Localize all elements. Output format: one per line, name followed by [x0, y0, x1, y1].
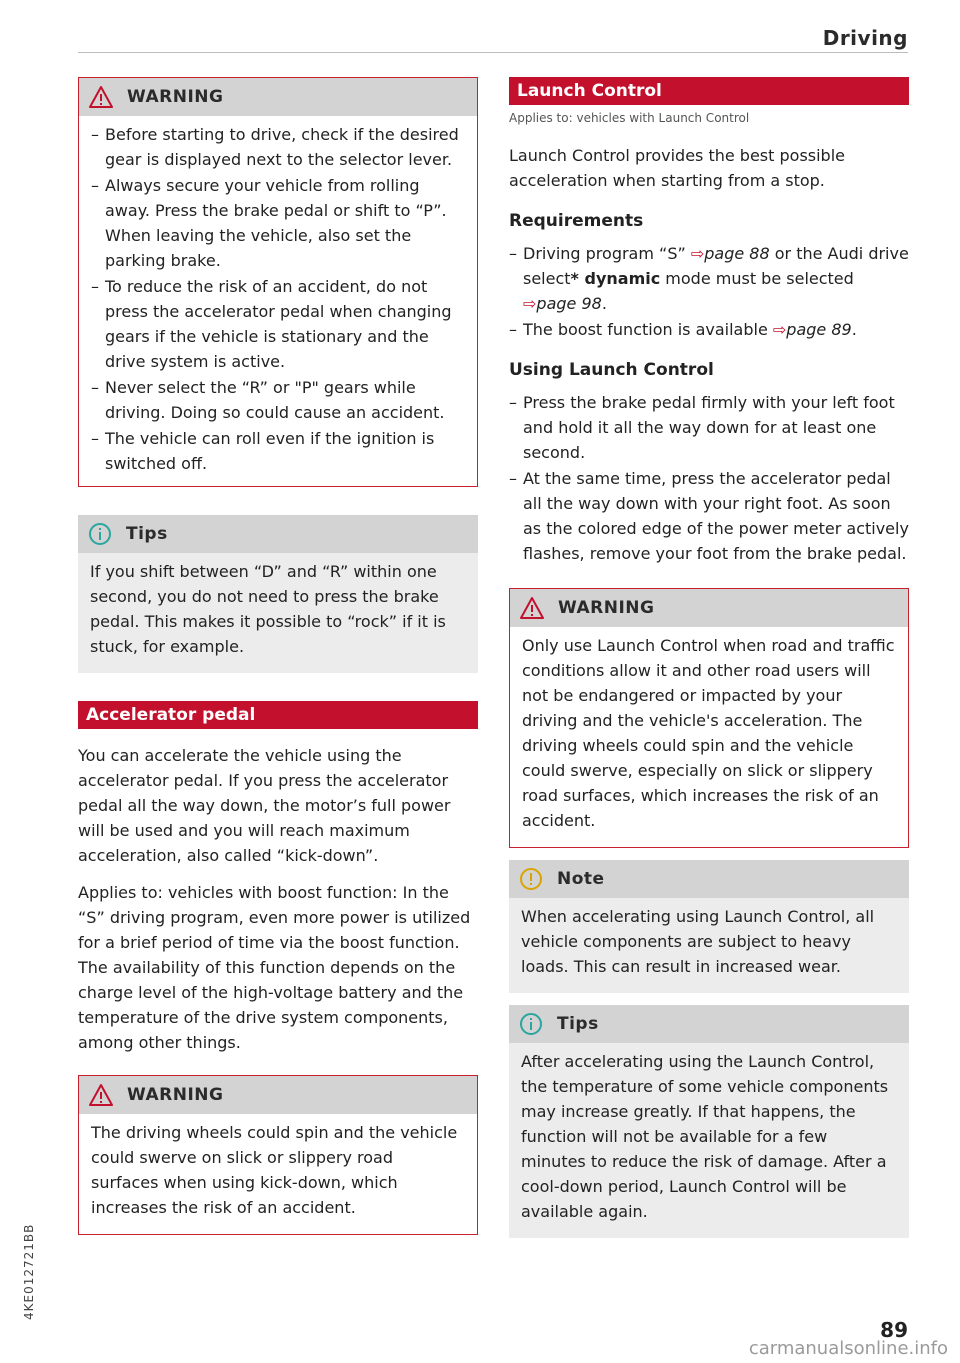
- note-title: Note: [557, 869, 605, 889]
- list-item: – The boost function is available ⇨page 89.: [509, 317, 909, 342]
- warning-header: [79, 1076, 477, 1114]
- warning-box-launch: [509, 588, 909, 848]
- using-launch-control-heading: Using Launch Control: [509, 360, 714, 380]
- warning-box-kickdown: [78, 1075, 478, 1235]
- list-item: – Always secure your vehicle from rolling away. Press the brake pedal or shift to “P”. When leaving the vehicle, also set the parking brake.: [91, 173, 465, 273]
- warning-title: WARNING: [558, 598, 655, 618]
- warning-title: WARNING: [127, 1085, 224, 1105]
- list-item: – At the same time, press the accelerator pedal all the way down with your right foot. As soon as the colored edge of the power meter actively flashes, remove your foot from the brake pedal.: [509, 466, 909, 566]
- header-title: Driving: [822, 26, 908, 50]
- warning-text: The driving wheels could spin and the vehicle could swerve on slick or slippery road surfaces when using kick-down, which increases the risk of an accident.: [91, 1123, 458, 1217]
- left-column: [78, 77, 478, 1263]
- accelerator-paragraph: You can accelerate the vehicle using the accelerator pedal. If you press the accelerator pedal all the way down, the motor’s full power will be used and you will reach maximum acceleration, also called “kick-down”.: [78, 746, 451, 865]
- section-title-launch-control: Launch Control: [509, 77, 909, 105]
- list-item: – Press the brake pedal firmly with your left foot and hold it all the way down for at least one second.: [509, 390, 909, 465]
- warning-box-gears: [78, 77, 478, 487]
- warning-header: [79, 78, 477, 116]
- page-ref-arrow-icon: ⇨: [772, 320, 787, 339]
- warning-list: [91, 122, 465, 476]
- watermark: carmanualsonline.info: [748, 1338, 948, 1359]
- page-ref-link[interactable]: page 89: [786, 320, 852, 339]
- page-ref-link[interactable]: page 88: [704, 244, 770, 263]
- tips-text: After accelerating using the Launch Control, the temperature of some vehicle components may increase greatly. If that happens, the function will not be available for a few minutes to reduce the risk of damage. After a cool-down period, Launch Control will be available again.: [521, 1052, 889, 1221]
- info-circle-icon: [88, 522, 112, 546]
- page-number: 89: [880, 1318, 908, 1342]
- list-item: – To reduce the risk of an accident, do not press the accelerator pedal when changing gears if the vehicle is stationary and the drive system is active.: [91, 274, 465, 374]
- tips-box-rock: [78, 515, 478, 673]
- header-divider: [78, 52, 908, 53]
- info-circle-icon: [519, 1012, 543, 1036]
- note-header: [509, 860, 909, 898]
- tips-text: If you shift between “D” and “R” within one second, you do not need to press the brake pedal. This makes it possible to “rock” if it is stuck, for example.: [90, 562, 446, 656]
- right-column: [509, 77, 909, 1266]
- list-item: – Never select the “R” or "P" gears while driving. Doing so could cause an accident.: [91, 375, 465, 425]
- tips-title: Tips: [557, 1014, 599, 1034]
- applies-to: Applies to: vehicles with Launch Control: [509, 111, 750, 125]
- note-text: When accelerating using Launch Control, all vehicle components are subject to heavy loads. This can result in increased wear.: [521, 907, 875, 976]
- tips-header: [509, 1005, 909, 1043]
- launch-intro: Launch Control provides the best possible acceleration when starting from a stop.: [509, 146, 845, 190]
- warning-header: [510, 589, 908, 627]
- tips-header: [78, 515, 478, 553]
- page-ref-arrow-icon: ⇨: [523, 294, 537, 313]
- warning-text: Only use Launch Control when road and traffic conditions allow it and other road users will not be endangered or impacted by your driving and the vehicle's acceleration. The driving wheels could spin and the vehicle could swerve, especially on slick or slippery road surfaces, which increases the risk of an accident.: [522, 636, 895, 830]
- section-title-accelerator-pedal: Accelerator pedal: [78, 701, 478, 729]
- warning-triangle-icon: [89, 85, 113, 109]
- tips-box-launch: [509, 1005, 909, 1238]
- warning-title: WARNING: [127, 87, 224, 107]
- boost-paragraph: Applies to: vehicles with boost function: In the “S” driving program, even more power is utilized for a brief period of time via the boost function. The availability of this function depends on the charge level of the high-voltage battery and the temperature of the drive system components, among other things.: [78, 883, 471, 1052]
- requirements-list: [509, 241, 909, 342]
- list-item: – Before starting to drive, check if the desired gear is displayed next to the selector lever.: [91, 122, 465, 172]
- page-ref-arrow-icon: ⇨: [690, 244, 705, 263]
- exclamation-circle-icon: [519, 867, 543, 891]
- list-item: – Driving program “S” ⇨page 88 or the Audi drive select* dynamic mode must be selected ⇨page 98.: [509, 241, 909, 316]
- requirements-heading: Requirements: [509, 211, 644, 231]
- warning-triangle-icon: [520, 596, 544, 620]
- tips-title: Tips: [126, 524, 168, 544]
- list-item: – The vehicle can roll even if the ignition is switched off.: [91, 426, 465, 476]
- warning-triangle-icon: [89, 1083, 113, 1107]
- document-code: 4KE012721BB: [22, 1223, 36, 1320]
- page-ref-link[interactable]: page 98: [536, 294, 602, 313]
- using-list: [509, 390, 909, 566]
- note-box: [509, 860, 909, 993]
